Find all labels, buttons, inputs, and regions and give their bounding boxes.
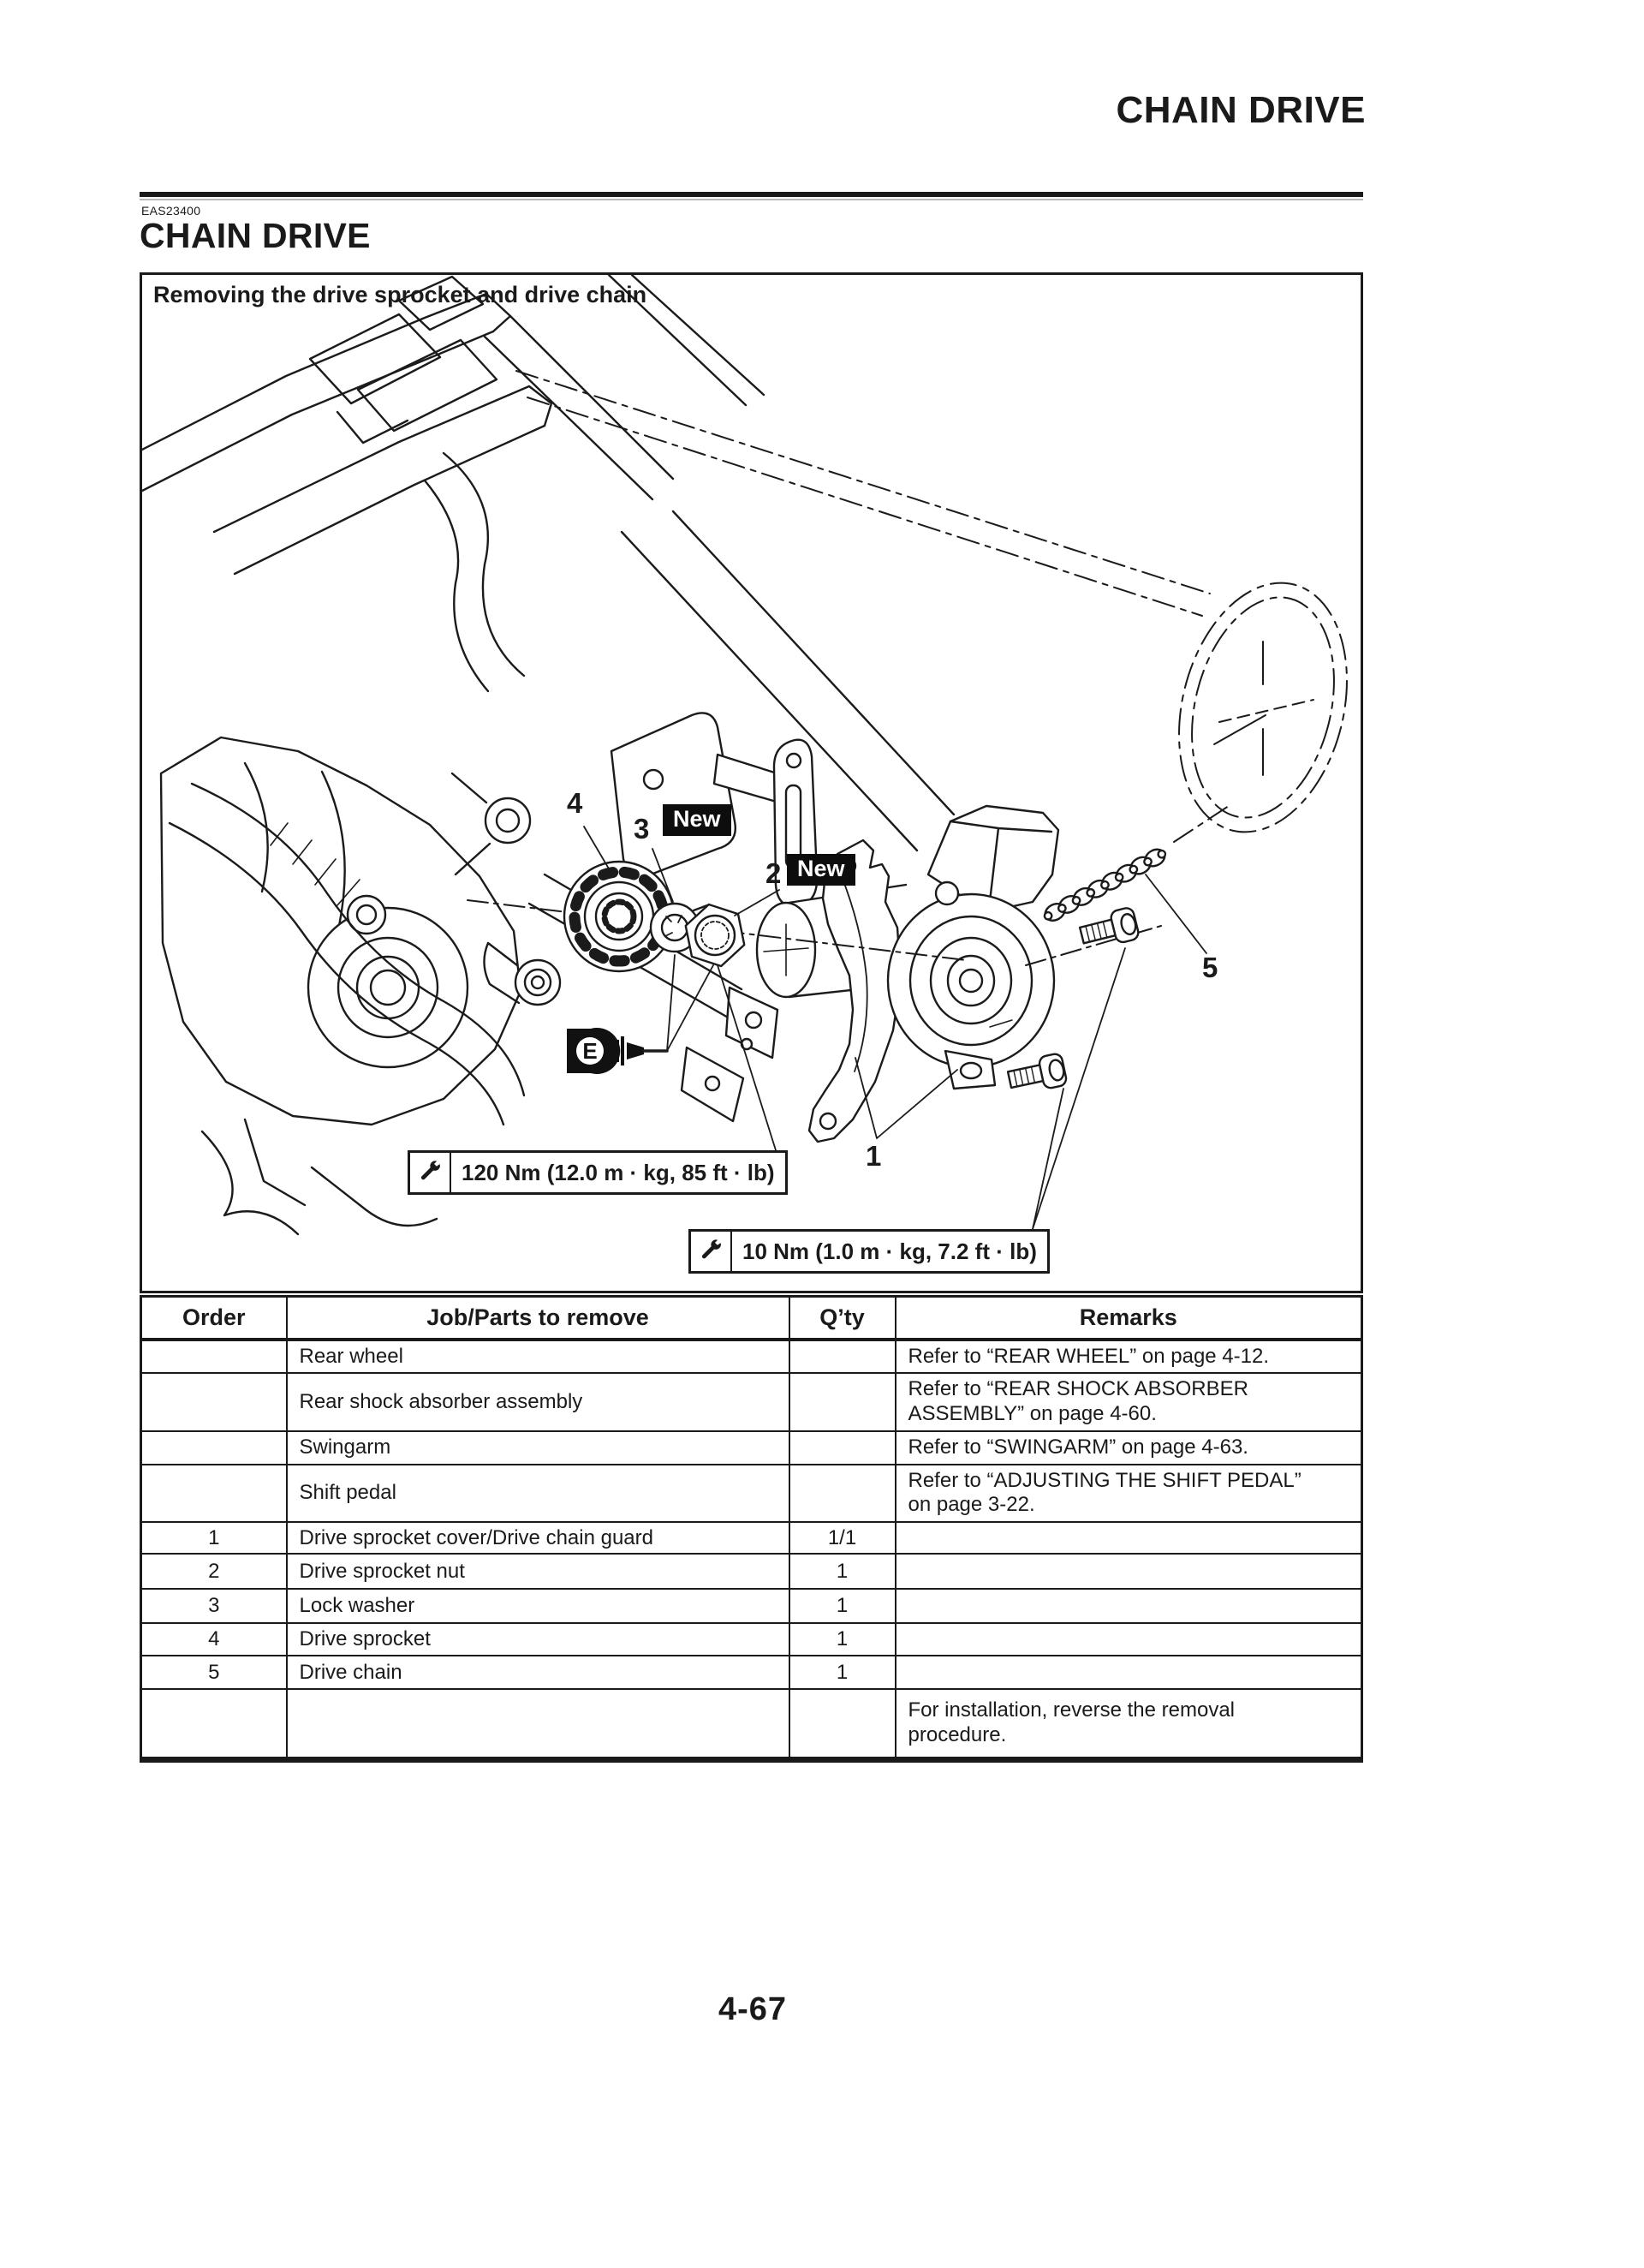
cell-job	[287, 1689, 789, 1759]
table-row	[141, 1656, 1362, 1689]
table-row	[141, 1554, 1362, 1589]
cell-job: Lock washer	[287, 1589, 789, 1623]
torque-spec-120nm	[408, 1150, 788, 1195]
cell-remarks	[896, 1656, 1362, 1689]
column-header-qty: Q’ty	[789, 1297, 896, 1340]
cell-order	[141, 1340, 287, 1374]
header-rule-shadow	[140, 199, 1363, 200]
column-header-remarks: Remarks	[896, 1297, 1362, 1340]
cell-job: Swingarm	[287, 1431, 789, 1465]
table-row	[141, 1522, 1362, 1554]
cell-order: 1	[141, 1522, 287, 1554]
page-title: CHAIN DRIVE	[140, 216, 371, 255]
cell-order	[141, 1465, 287, 1523]
column-header-order: Order	[141, 1297, 287, 1340]
running-header-title: CHAIN DRIVE	[1116, 89, 1366, 131]
torque-value: 10 Nm (1.0 m · kg, 7.2 ft · lb)	[742, 1238, 1037, 1264]
callout-4-drive-sprocket: 4	[567, 787, 583, 819]
callout-1-cover-guard: 1	[866, 1140, 882, 1172]
cell-qty: 1	[789, 1554, 896, 1589]
cell-job: Shift pedal	[287, 1465, 789, 1523]
table-row	[141, 1373, 1362, 1431]
new-part-tag: New	[787, 854, 855, 886]
cell-job: Drive chain	[287, 1656, 789, 1689]
cell-qty	[789, 1431, 896, 1465]
cell-job: Drive sprocket	[287, 1623, 789, 1656]
cell-qty: 1	[789, 1623, 896, 1656]
cell-qty	[789, 1373, 896, 1431]
sprocket-cover-art	[888, 806, 1058, 1089]
cell-qty	[789, 1689, 896, 1759]
page-number: 4-67	[718, 1991, 788, 2027]
cell-qty: 1	[789, 1656, 896, 1689]
new-part-tag: New	[663, 804, 731, 836]
exploded-diagram	[142, 275, 1361, 1291]
callout-2-sprocket-nut: 2	[765, 857, 782, 889]
cell-remarks: Refer to “REAR WHEEL” on page 4-12.	[896, 1340, 1362, 1374]
table-row	[141, 1689, 1362, 1759]
cell-order	[141, 1431, 287, 1465]
engine-oil-symbol-letter: E	[582, 1038, 598, 1064]
cell-order: 2	[141, 1554, 287, 1589]
table-row	[141, 1623, 1362, 1656]
cell-order	[141, 1689, 287, 1759]
cell-qty: 1/1	[789, 1522, 896, 1554]
cell-order: 5	[141, 1656, 287, 1689]
cell-job: Drive sprocket cover/Drive chain guard	[287, 1522, 789, 1554]
cell-remarks: For installation, reverse the removal procedure.	[896, 1689, 1362, 1759]
cell-job: Rear wheel	[287, 1340, 789, 1374]
rear-sprocket-ellipse	[1154, 565, 1361, 850]
cell-qty: 1	[789, 1589, 896, 1623]
figure-title: Removing the drive sprocket and drive chain	[153, 282, 647, 307]
torque-spec-10nm	[688, 1229, 1050, 1274]
cell-job: Rear shock absorber assembly	[287, 1373, 789, 1431]
cell-order	[141, 1373, 287, 1431]
table-row	[141, 1465, 1362, 1523]
cell-remarks: Refer to “REAR SHOCK ABSORBER ASSEMBLY” on page 4-60.	[896, 1373, 1362, 1431]
torque-value: 120 Nm (12.0 m · kg, 85 ft · lb)	[462, 1159, 775, 1185]
callout-3-lock-washer: 3	[634, 813, 650, 845]
table-row	[141, 1340, 1362, 1374]
table-header-row	[141, 1297, 1362, 1340]
figure-box	[140, 272, 1363, 1293]
cell-order: 3	[141, 1589, 287, 1623]
cell-remarks: Refer to “SWINGARM” on page 4-63.	[896, 1431, 1362, 1465]
torque-wrench-icon	[410, 1153, 451, 1192]
cell-remarks	[896, 1589, 1362, 1623]
table-row	[141, 1431, 1362, 1465]
column-header-job: Job/Parts to remove	[287, 1297, 789, 1340]
cell-qty	[789, 1340, 896, 1374]
parts-table	[140, 1295, 1363, 1763]
table-row	[141, 1589, 1362, 1623]
header-rule	[140, 192, 1363, 197]
cell-remarks	[896, 1554, 1362, 1589]
cell-job: Drive sprocket nut	[287, 1554, 789, 1589]
cell-remarks: Refer to “ADJUSTING THE SHIFT PEDAL” on page 3-22.	[896, 1465, 1362, 1523]
drive-chain-art	[1041, 845, 1169, 924]
cell-remarks	[896, 1522, 1362, 1554]
callout-5-drive-chain: 5	[1202, 952, 1218, 983]
cell-remarks	[896, 1623, 1362, 1656]
cell-qty	[789, 1465, 896, 1523]
torque-wrench-icon	[691, 1232, 732, 1271]
section-code: EAS23400	[141, 204, 201, 218]
cell-order: 4	[141, 1623, 287, 1656]
